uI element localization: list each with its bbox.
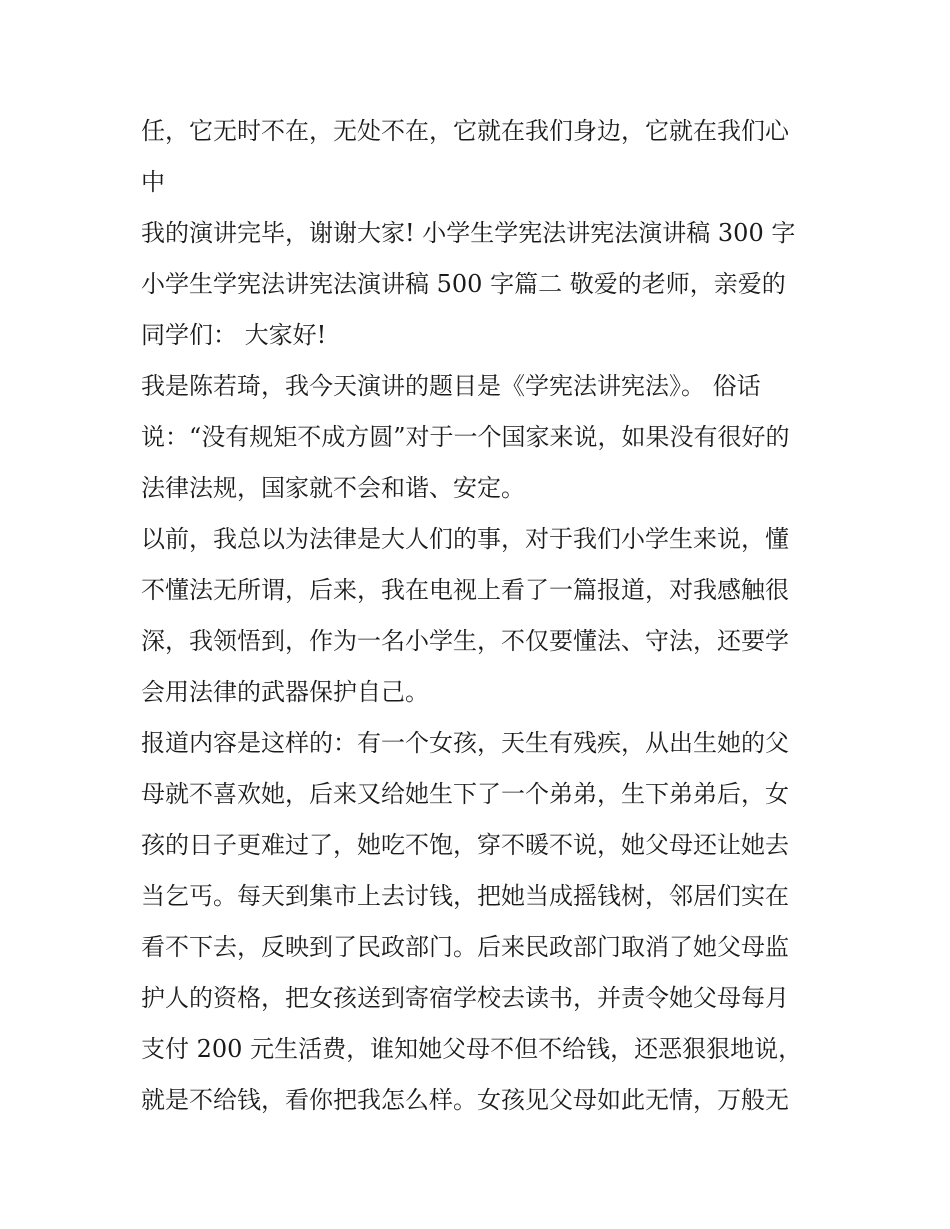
text-line: 小学生学宪法讲宪法演讲稿 500 字篇二 敬爱的老师，亲爱的 [141, 270, 786, 298]
text-line: 支付 200 元生活费，谁知她父母不但不给钱，还恶狠狠地说， [141, 1035, 803, 1063]
text-line: 我是陈若琦，我今天演讲的题目是《学宪法讲宪法》。 俗话 [141, 372, 761, 400]
text-line: 法律法规，国家就不会和谐、安定。 [141, 474, 525, 502]
text-line: 同学们： 大家好! [141, 321, 327, 349]
text-line: 以前，我总以为法律是大人们的事，对于我们小学生来说，懂 [141, 525, 789, 553]
text-line: 会用法律的武器保护自己。 [141, 678, 429, 706]
text-line: 孩的日子更难过了，她吃不饱，穿不暖不说，她父母还让她去 [141, 831, 789, 859]
text-line: 母就不喜欢她，后来又给她生下了一个弟弟，生下弟弟后，女 [141, 780, 789, 808]
text-line: 我的演讲完毕，谢谢大家! 小学生学宪法讲宪法演讲稿 300 字 [141, 219, 796, 247]
text-line: 中 [141, 168, 165, 196]
document-body [141, 106, 831, 1126]
text-line: 看不下去，反映到了民政部门。后来民政部门取消了她父母监 [141, 933, 789, 961]
text-line: 深，我领悟到，作为一名小学生，不仅要懂法、守法，还要学 [141, 627, 789, 655]
text-line: 说：“没有规矩不成方圆”对于一个国家来说，如果没有很好的 [141, 423, 790, 451]
text-line: 任，它无时不在，无处不在，它就在我们身边，它就在我们心 [141, 117, 789, 145]
text-line: 报道内容是这样的：有一个女孩，天生有残疾，从出生她的父 [141, 729, 789, 757]
text-line: 护人的资格，把女孩送到寄宿学校去读书，并责令她父母每月 [141, 984, 789, 1012]
text-line: 就是不给钱，看你把我怎么样。女孩见父母如此无情，万般无 [141, 1086, 789, 1114]
text-line: 不懂法无所谓，后来，我在电视上看了一篇报道，对我感触很 [141, 576, 789, 604]
text-line: 当乞丐。每天到集市上去讨钱，把她当成摇钱树，邻居们实在 [141, 882, 789, 910]
